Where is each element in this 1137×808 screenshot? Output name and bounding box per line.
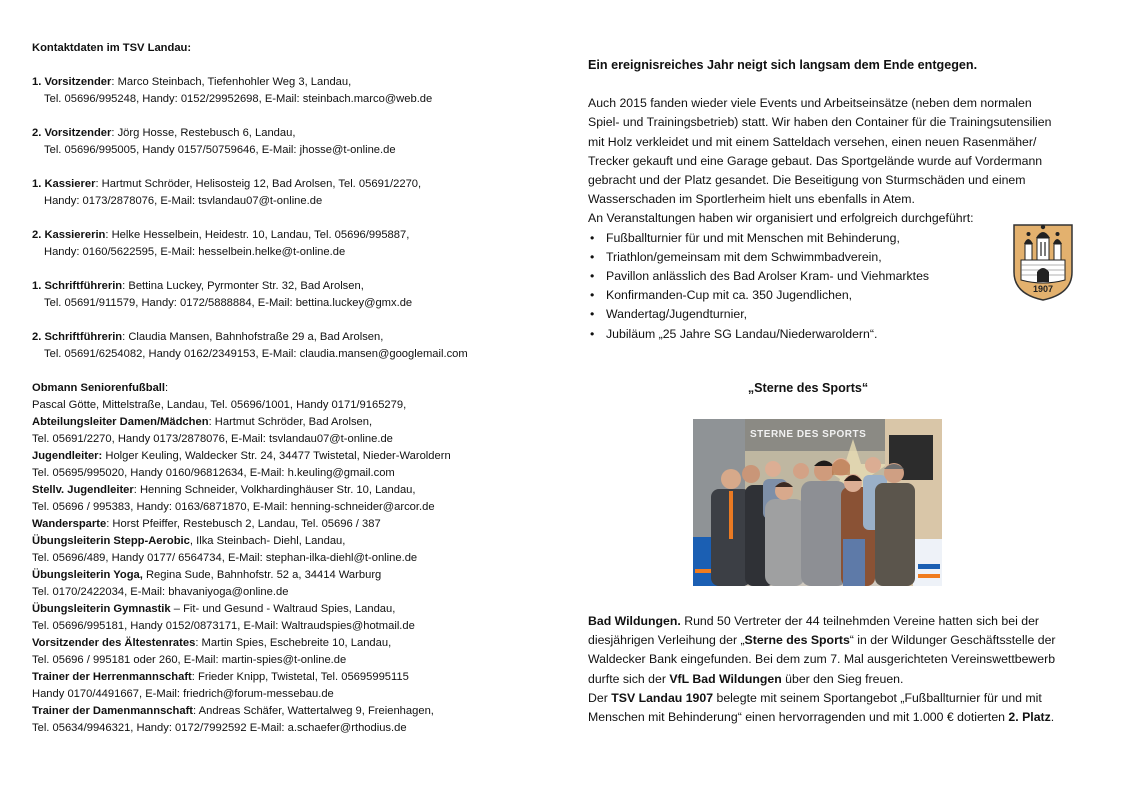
department-role: Trainer der Damenmannschaft [32, 705, 194, 717]
report-text: Rund 50 Vertreter der 44 teilnehmden Vereine hatten sich bei der [680, 614, 1040, 628]
event-item: • Pavillon anlässlich des Bad Arolser Kram- und Viehmarktes [588, 267, 1098, 286]
contact-entry [32, 329, 552, 363]
contact-details: : Hartmut Schröder, Helisosteig 12, Bad Arolsen, Tel. 05691/2270, [95, 178, 422, 190]
contact-role: 1. Vorsitzender [32, 76, 112, 88]
department-details: : Henning Schneider, Volkhardinghäuser Str. 10, Landau, [133, 484, 416, 496]
photo-banner-text: STERNE DES SPORTS [750, 429, 867, 440]
contact-details: : Jörg Hosse, Restebusch 6, Landau, [111, 127, 296, 139]
article-line: An Veranstaltungen haben wir organisiert und erfolgreich durchgeführt: [588, 211, 974, 226]
award-group-photo [693, 419, 942, 586]
report-text: Menschen mit Behinderung“ einen hervorragenden und mit 1.000 € dotierten [588, 710, 1009, 725]
department-details: : [165, 382, 169, 394]
department-details: : Frieder Knipp, Twistetal, Tel. 05695995115 [191, 671, 409, 683]
event-item: • Jubiläum „25 Jahre SG Landau/Niederwaroldern“. [588, 325, 1098, 344]
contact-role: 2. Vorsitzender [32, 127, 112, 139]
department-role: Stellv. Jugendleiter [32, 484, 134, 496]
department-role: Jugendleiter: [32, 450, 103, 462]
contact-role: 1. Kassierer [32, 178, 96, 190]
article-line: Spiel- und Trainingsbetrieb) statt. Wir haben den Container für die Trainingsutensilien [588, 115, 1052, 130]
report-club: TSV Landau 1907 [611, 690, 714, 705]
event-item: • Fußballturnier für und mit Menschen mit Behinderung, [588, 229, 1098, 248]
department-role: Übungsleiterin Gymnastik [32, 603, 171, 615]
article-line: Auch 2015 fanden wieder viele Events und Arbeitseinsätze (neben dem normalen [588, 96, 1032, 111]
department-list [32, 380, 552, 737]
department-details: : Martin Spies, Eschebreite 10, Landau, [195, 637, 392, 649]
report-winner: VfL Bad Wildungen [669, 671, 782, 686]
department-role: Übungsleiterin Stepp-Aerobic [32, 535, 190, 547]
award-report [588, 612, 1098, 727]
report-text: über den Sieg freuen. [781, 671, 904, 686]
contact-entry [32, 176, 552, 210]
contacts-column [32, 40, 552, 737]
report-placement: 2. Platz [1008, 710, 1051, 725]
department-contact: Tel. 05696 / 995181 oder 260, E-Mail: martin-spies@t-online.de [32, 654, 347, 666]
contact-entry [32, 125, 552, 159]
event-item: • Triathlon/gemeinsam mit dem Schwimmbadverein, [588, 248, 1098, 267]
department-role: Trainer der Herrenmannschaft [32, 671, 192, 683]
department-details: : Horst Pfeiffer, Restebusch 2, Landau, Tel. 05696 / 387 [106, 518, 381, 530]
department-contact: Handy 0170/4491667, E-Mail: friedrich@forum-messebau.de [32, 688, 334, 700]
department-contact: Tel. 05634/9946321, Handy: 0172/7992592 E-Mail: a.schaefer@rthodius.de [32, 722, 407, 734]
event-item: • Wandertag/Jugendturnier, [588, 305, 1098, 324]
report-text: belegte mit seinem Sportangebot „Fußballturnier für und mit [713, 690, 1042, 705]
department-role: Obmann Seniorenfußball [32, 382, 166, 394]
department-role: Übungsleiterin Yoga, [32, 569, 143, 581]
contact-role: 2. Kassiererin [32, 229, 106, 241]
contact-phone-email: Tel. 05691/6254082, Handy 0162/2349153, E-Mail: claudia.mansen@googlemail.com [44, 348, 468, 360]
contact-phone-email: Handy: 0173/2878076, E-Mail: tsvlandau07@t-online.de [44, 195, 323, 207]
club-crest-logo [1012, 222, 1074, 302]
department-details: Holger Keuling, Waldecker Str. 24, 34477 Twistetal, Nieder-Waroldern [102, 450, 451, 462]
department-role: Wandersparte [32, 518, 107, 530]
report-text: . [1050, 710, 1055, 725]
department-details: – Fit- und Gesund - Waltraud Spies, Landau, [170, 603, 396, 615]
report-place: Bad Wildungen. [588, 614, 681, 628]
report-text: Der [588, 690, 612, 705]
department-role: Abteilungsleiter Damen/Mädchen [32, 416, 209, 428]
contacts-title: Kontaktdaten im TSV Landau: [32, 42, 192, 54]
contact-entry [32, 74, 552, 108]
department-contact: Tel. 0170/2422034, E-Mail: bhavaniyoga@online.de [32, 586, 289, 598]
award-title: „Sterne des Sports“ [747, 381, 869, 395]
department-role: Vorsitzender des Ältestenrates [32, 637, 196, 649]
department-contact: Pascal Götte, Mittelstraße, Landau, Tel. 05696/1001, Handy 0171/9165279, [32, 399, 407, 411]
report-text: “ in der Wildunger Geschäftsstelle der [849, 633, 1056, 648]
department-contact: Tel. 05695/995020, Handy 0160/96812634, E-Mail: h.keuling@gmail.com [32, 467, 395, 479]
contact-details: : Bettina Luckey, Pyrmonter Str. 32, Bad Arolsen, [122, 280, 364, 292]
department-contact: Tel. 05696 / 995383, Handy: 0163/6871870, E-Mail: henning-schneider@arcor.de [32, 501, 435, 513]
report-text: diesjährigen Verleihung der „ [588, 633, 745, 648]
contact-details: : Marco Steinbach, Tiefenhohler Weg 3, Landau, [111, 76, 352, 88]
article-headline: Ein ereignisreiches Jahr neigt sich langsam dem Ende entgegen. [588, 58, 978, 72]
report-award-name: Sterne des Sports [744, 633, 850, 648]
contact-role: 2. Schriftführerin [32, 331, 123, 343]
report-text: Waldecker Bank eingefunden. Bei dem zum 7. Mal ausgerichteten Vereinswettbewerb [588, 652, 1056, 667]
contact-phone-email: Tel. 05691/911579, Handy: 0172/5888884, E-Mail: bettina.luckey@gmx.de [44, 297, 413, 309]
article-line: gebracht und der Platz gesandet. Die Beseitigung von Sturmschäden und einem [588, 173, 1026, 188]
contact-details: : Claudia Mansen, Bahnhofstraße 29 a, Bad Arolsen, [122, 331, 384, 343]
article-line: Wasserschaden im Sportlerheim hielt uns ebenfalls in Atem. [588, 192, 915, 207]
photo-illustration [693, 419, 942, 586]
department-details: : Andreas Schäfer, Wattertalweg 9, Freienhagen, [193, 705, 434, 717]
article-line: Trecker gekauft und eine Garage gebaut. Das Sportgelände wurde auf Vordermann [588, 153, 1043, 168]
department-details: : Hartmut Schröder, Bad Arolsen, [208, 416, 373, 428]
contact-phone-email: Tel. 05696/995248, Handy: 0152/29952698, E-Mail: steinbach.marco@web.de [44, 93, 433, 105]
contact-entry [32, 227, 552, 261]
department-contact: Tel. 05696/489, Handy 0177/ 6564734, E-Mail: stephan-ilka-diehl@t-online.de [32, 552, 418, 564]
article-line: mit Holz verkleidet und mit einem Satteldach versehen, einen neuen Rasenmäher/ [588, 134, 1037, 149]
contact-phone-email: Handy: 0160/5622595, E-Mail: hesselbein.helke@t-online.de [44, 246, 346, 258]
event-item: • Konfirmanden-Cup mit ca. 350 Jugendlichen, [588, 286, 1098, 305]
contact-entry [32, 278, 552, 312]
report-text: durfte sich der [588, 671, 670, 686]
contact-phone-email: Tel. 05696/995005, Handy 0157/50759646, E-Mail: jhosse@t-online.de [44, 144, 396, 156]
crest-year: 1907 [1032, 284, 1054, 294]
contact-role: 1. Schriftführerin [32, 280, 123, 292]
department-details: Regina Sude, Bahnhofstr. 52 a, 34414 Warburg [142, 569, 382, 581]
department-details: , Ilka Steinbach- Diehl, Landau, [189, 535, 346, 547]
department-contact: Tel. 05691/2270, Handy 0173/2878076, E-Mail: tsvlandau07@t-online.de [32, 433, 393, 445]
department-contact: Tel. 05696/995181, Handy 0152/0873171, E-Mail: Waltraudspies@hotmail.de [32, 620, 415, 632]
contact-details: : Helke Hesselbein, Heidestr. 10, Landau, Tel. 05696/995887, [105, 229, 410, 241]
